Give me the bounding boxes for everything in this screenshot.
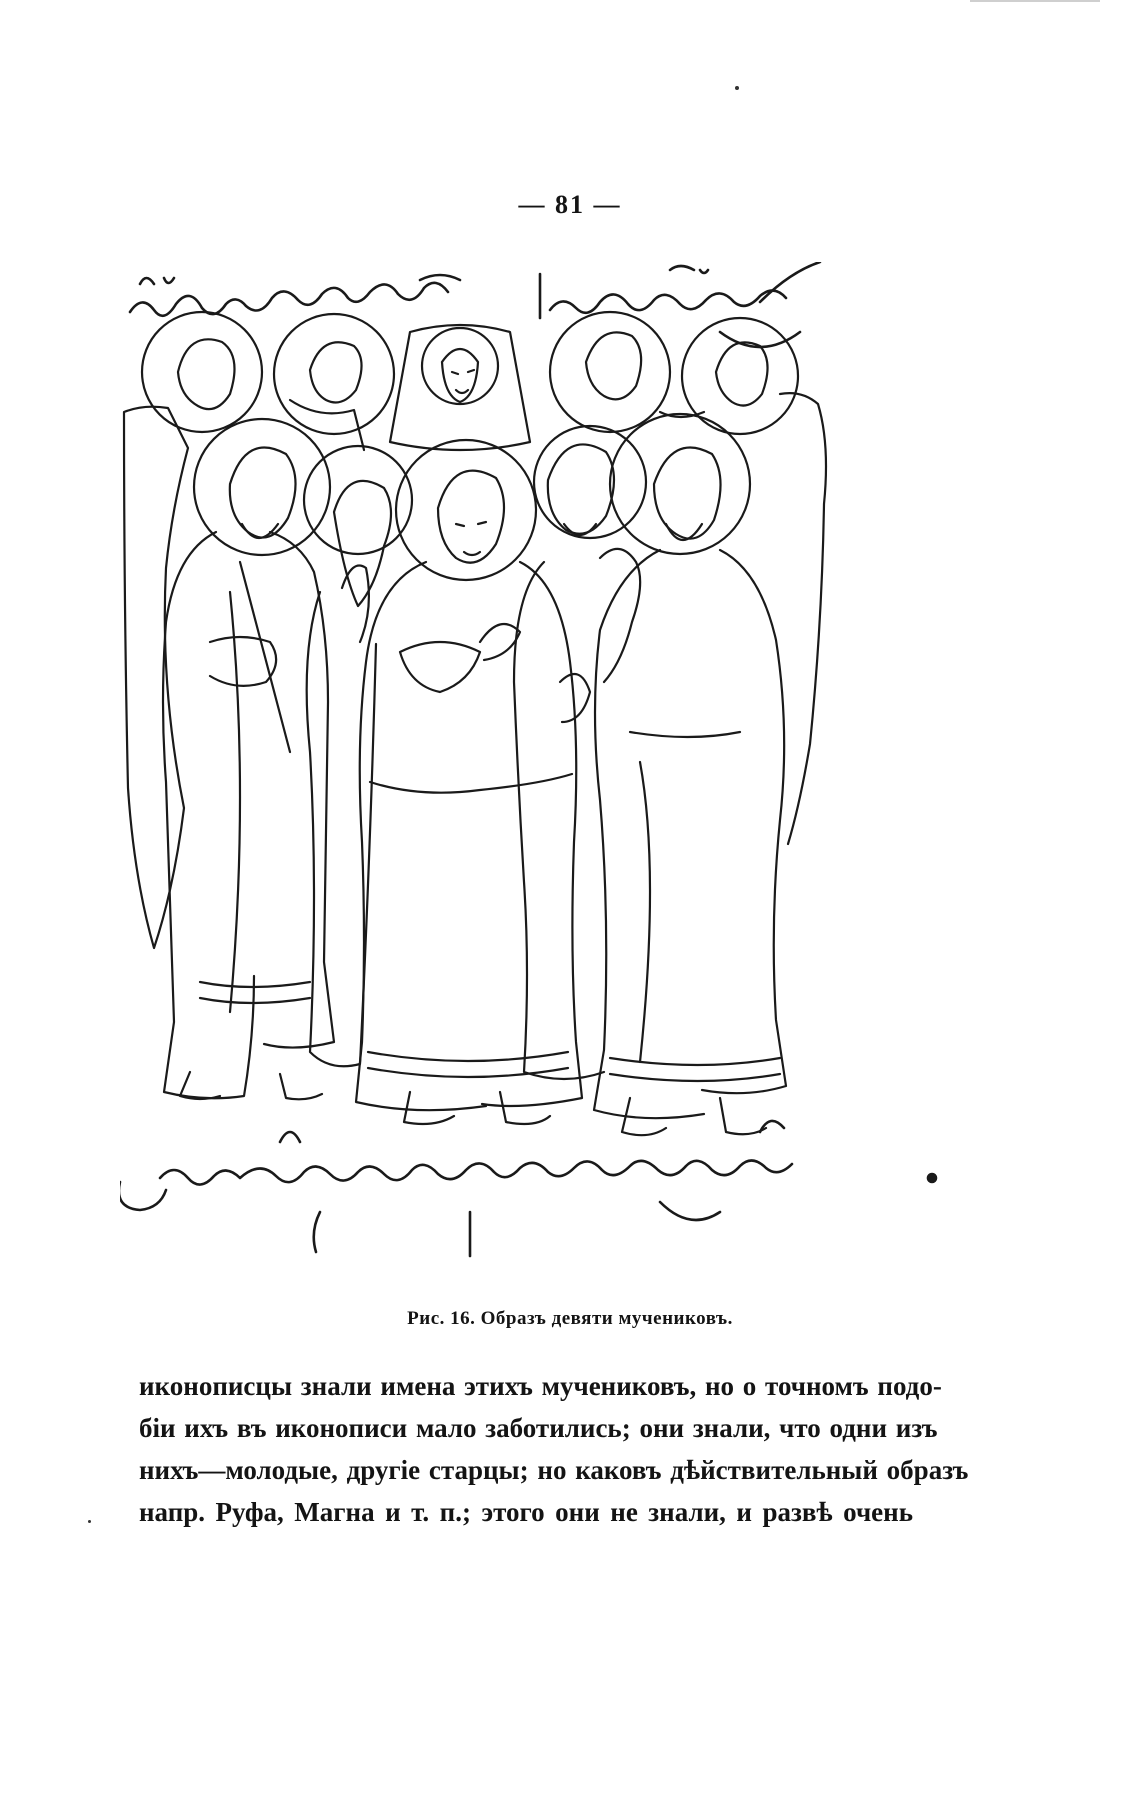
halos-back-row: [142, 312, 798, 554]
scan-speck: [88, 1520, 91, 1523]
inscription-top-strokes: [130, 262, 820, 347]
text-line: иконописцы знали имена этихъ мучениковъ, но о точномъ подо-: [139, 1371, 942, 1401]
nine-martyrs-drawing: [120, 262, 940, 1262]
figure-caption: Рис. 16. Образъ девяти мучениковъ.: [407, 1308, 733, 1329]
front-row-robes: [163, 532, 786, 1135]
text-line: нихъ—молодые, другіе старцы; но каковъ дѣйствительный образъ: [139, 1455, 969, 1485]
page-number: — 81 —: [518, 190, 622, 219]
icon-illustration: [120, 262, 940, 1262]
front-row-heads: [230, 444, 721, 606]
text-line: біи ихъ въ иконописи мало заботились; они знали, что одни изъ: [139, 1413, 938, 1443]
christ-mandylion: [390, 325, 530, 450]
text-line: напр. Руфа, Магна и т. п.; этого они не знали, и развѣ очень: [139, 1497, 913, 1527]
body-paragraph: [139, 1365, 969, 1533]
scan-edge-mark: [970, 0, 1100, 2]
scan-speck: [735, 86, 739, 90]
inscription-bottom-strokes: [120, 1121, 936, 1256]
